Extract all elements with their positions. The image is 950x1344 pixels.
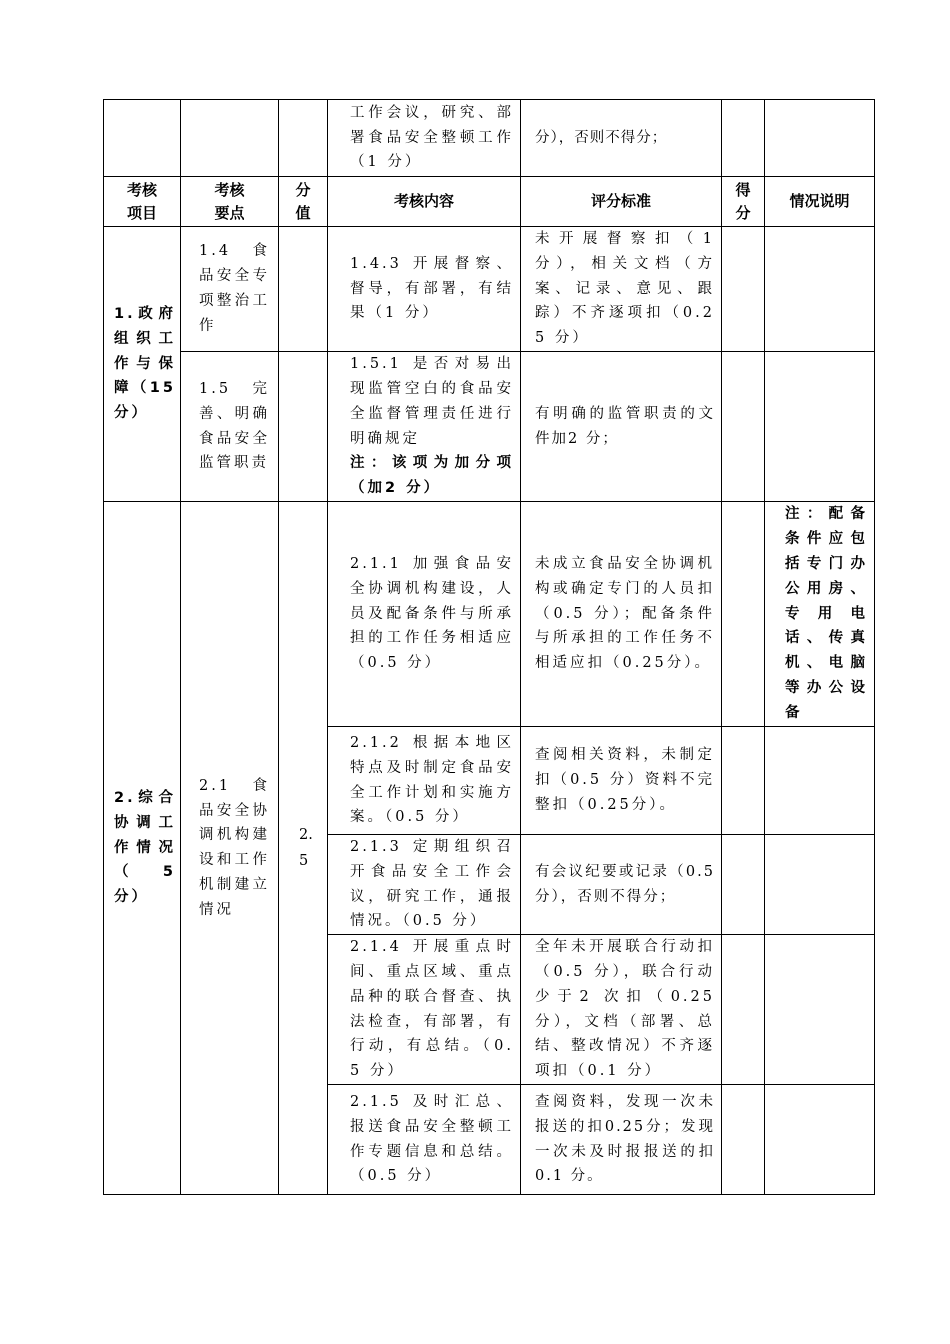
content-cell [328,352,521,502]
standard-cell: 未成立食品安全协调机构或确定专门的人员扣（0.5 分）；配备条件与所承担的工作任务不相适应扣（0.25分）。 [521,502,722,727]
remark-cell [765,835,875,935]
cell-empty [181,100,279,177]
content-cell: 1.4.3 开展督察、督导，有部署，有结果（1 分） [328,227,521,352]
content-cell: 2.1.2 根据本地区特点及时制定食品安全工作计划和实施方案。（0.5 分） [328,727,521,835]
score-cell [279,352,328,502]
table-header-row [104,177,875,227]
header-point: 考核要点 [181,177,279,227]
item-cell: 1.政府组织工作与保障（15 分） [104,227,181,502]
standard-cell: 有会议纪要或记录（0.5 分），否则不得分； [521,835,722,935]
point-cell: 2.1 食品安全协调机构建设和工作机制建立情况 [181,502,279,1195]
header-got: 得分 [722,177,765,227]
table-row [104,352,875,502]
standard-cell: 未开展督察扣（1 分），相关文档（方案、记录、意见、跟踪）不齐逐项扣（0.25 分） [521,227,722,352]
remark-cell [765,100,875,177]
score-got-cell [722,352,765,502]
cell-empty [104,100,181,177]
remark-cell [765,352,875,502]
remark-cell [765,227,875,352]
header-standard: 评分标准 [521,177,722,227]
bonus-note: 注：该项为加分项（加2 分） [350,455,514,497]
remark-cell [765,935,875,1085]
score-cell [279,227,328,352]
remark-cell [765,1085,875,1195]
point-cell: 1.4 食品安全专项整治工作 [181,227,279,352]
score-got-cell [722,935,765,1085]
header-content: 考核内容 [328,177,521,227]
assessment-table [103,99,875,1195]
header-item: 考核项目 [104,177,181,227]
standard-cell: 分），否则不得分； [521,100,722,177]
score-got-cell [722,227,765,352]
header-score: 分值 [279,177,328,227]
content-cell: 2.1.3 定期组织召开食品安全工作会议，研究工作，通报情况。（0.5 分） [328,835,521,935]
score-got-cell [722,502,765,727]
content-cell: 2.1.4 开展重点时间、重点区域、重点品种的联合督查、执法检查，有部署，有行动，有总结。（0.5 分） [328,935,521,1085]
table-row [104,502,875,727]
remark-cell [765,727,875,835]
content-text: 1.5.1 是否对易出现监管空白的食品安全监督管理责任进行明确规定 [350,356,514,447]
standard-cell: 有明确的监管职责的文件加2 分； [521,352,722,502]
standard-cell: 全年未开展联合行动扣（0.5 分），联合行动少于2 次扣（0.25 分），文档（部署、总结、整改情况）不齐逐项扣（0.1 分） [521,935,722,1085]
score-got-cell [722,1085,765,1195]
content-cell: 2.1.1 加强食品安全协调机构建设，人员及配备条件与所承担的工作任务相适应（0.5 分） [328,502,521,727]
continuation-row [104,100,875,177]
cell-empty [279,100,328,177]
remark-cell: 注：配备条件应包括专门办公用房、专用电话、传真机、电脑等办公设备 [765,502,875,727]
score-got-cell [722,835,765,935]
content-cell: 2.1.5 及时汇总、报送食品安全整顿工作专题信息和总结。（0.5 分） [328,1085,521,1195]
header-remark: 情况说明 [765,177,875,227]
score-got-cell [722,727,765,835]
score-got-cell [722,100,765,177]
standard-cell: 查阅相关资料，未制定扣（0.5 分）资料不完整扣（0.25分）。 [521,727,722,835]
point-cell: 1.5 完善、明确食品安全监管职责 [181,352,279,502]
content-cell: 工作会议，研究、部署食品安全整顿工作（1 分） [328,100,521,177]
table-row [104,227,875,352]
standard-cell: 查阅资料，发现一次未报送的扣0.25分；发现一次未及时报报送的扣0.1 分。 [521,1085,722,1195]
item-cell: 2.综合协调工作情况（ 5 分） [104,502,181,1195]
score-cell: 2.5 [279,502,328,1195]
